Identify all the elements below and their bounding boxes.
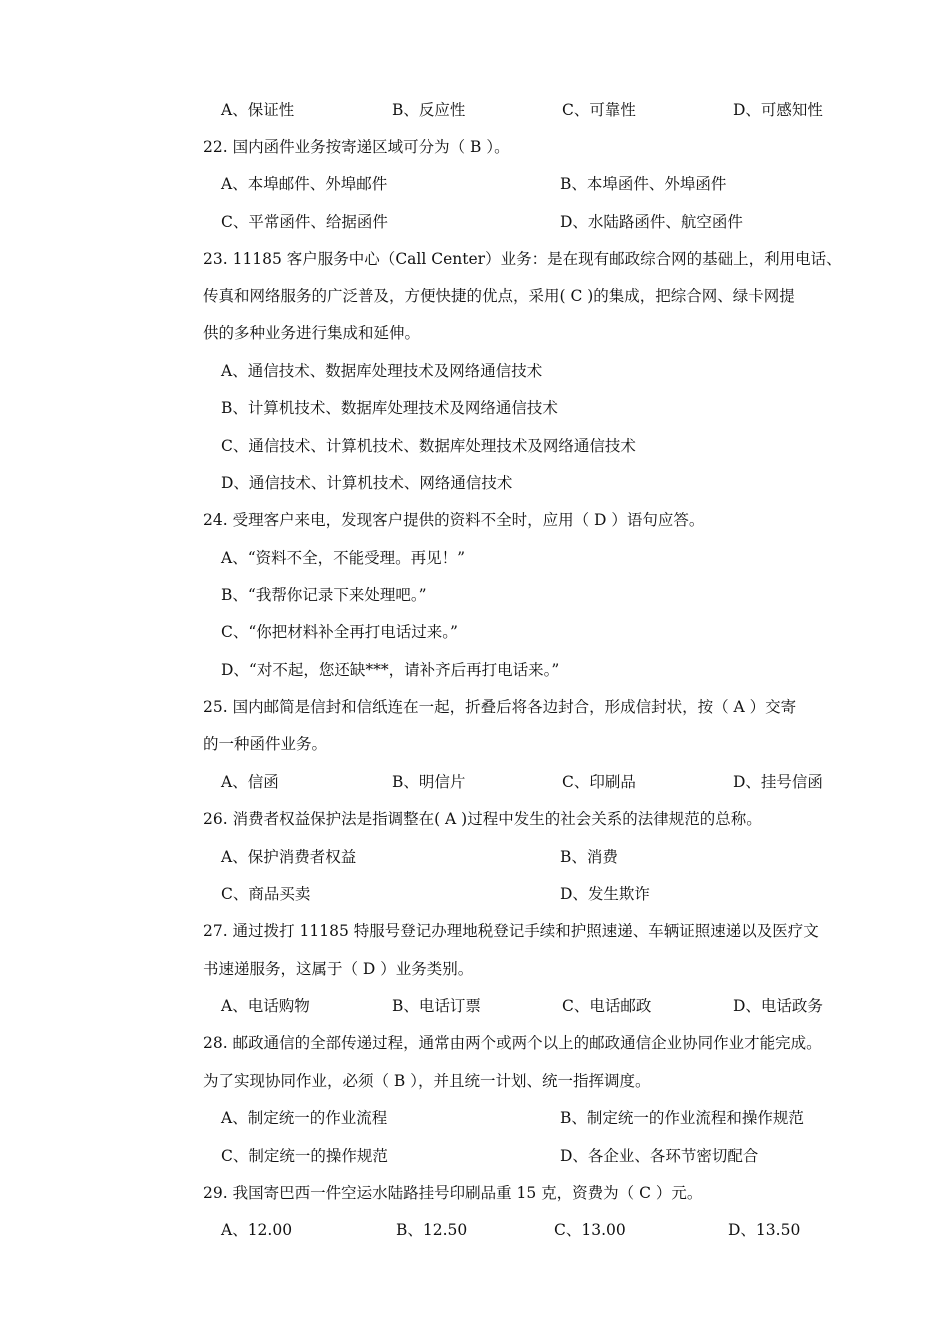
q27-option-b: B、电话订票 bbox=[392, 997, 481, 1015]
q24-stem: 24. 受理客户来电，发现客户提供的资料不全时，应用（ D ）语句应答。 bbox=[203, 511, 705, 529]
q23-option-c: C、通信技术、计算机技术、数据库处理技术及网络通信技术 bbox=[221, 437, 636, 455]
q24-option-a: A、“资料不全，不能受理。再见！” bbox=[221, 549, 466, 567]
q25-stem-line-2: 的一种函件业务。 bbox=[203, 735, 328, 753]
q23-stem-line-3: 供的多种业务进行集成和延伸。 bbox=[203, 324, 421, 342]
q29-stem: 29. 我国寄巴西一件空运水陆路挂号印刷品重 15 克，资费为（ C ）元。 bbox=[203, 1184, 703, 1202]
q27-stem-line-1: 27. 通过拨打 11185 特服号登记办理地税登记手续和护照速递、车辆证照速递以及医疗文 bbox=[203, 922, 819, 940]
q22-option-c: C、平常函件、给据函件 bbox=[221, 213, 388, 231]
q29-option-a: A、12.00 bbox=[221, 1221, 293, 1239]
q24-option-c: C、“你把材料补全再打电话过来。” bbox=[221, 623, 458, 641]
q26-option-a: A、保护消费者权益 bbox=[221, 848, 357, 866]
q25-option-a: A、信函 bbox=[221, 773, 279, 791]
q27-option-a: A、电话购物 bbox=[221, 997, 310, 1015]
q28-option-c: C、制定统一的操作规范 bbox=[221, 1147, 388, 1165]
q24-option-b: B、“我帮你记录下来处理吧。” bbox=[221, 586, 427, 604]
q22-option-a: A、本埠邮件、外埠邮件 bbox=[221, 175, 388, 193]
q21-option-b: B、反应性 bbox=[392, 101, 466, 119]
q23-option-a: A、通信技术、数据库处理技术及网络通信技术 bbox=[221, 362, 543, 380]
q27-option-c: C、电话邮政 bbox=[562, 997, 652, 1015]
q26-stem: 26. 消费者权益保护法是指调整在( A )过程中发生的社会关系的法律规范的总称。 bbox=[203, 810, 762, 828]
q21-option-d: D、可感知性 bbox=[733, 101, 823, 119]
q26-option-b: B、消费 bbox=[560, 848, 618, 866]
q29-option-b: B、12.50 bbox=[396, 1221, 468, 1239]
q22-option-b: B、本埠函件、外埠函件 bbox=[560, 175, 727, 193]
q28-stem-line-2: 为了实现协同作业，必须（ B ），并且统一计划、统一指挥调度。 bbox=[203, 1072, 651, 1090]
q29-option-c: C、13.00 bbox=[554, 1221, 626, 1239]
q23-option-b: B、计算机技术、数据库处理技术及网络通信技术 bbox=[221, 399, 558, 417]
q25-option-d: D、挂号信函 bbox=[733, 773, 823, 791]
q28-stem-line-1: 28. 邮政通信的全部传递过程，通常由两个或两个以上的邮政通信企业协同作业才能完成。 bbox=[203, 1034, 822, 1052]
q25-option-c: C、印刷品 bbox=[562, 773, 636, 791]
q28-option-a: A、制定统一的作业流程 bbox=[221, 1109, 388, 1127]
q25-option-b: B、明信片 bbox=[392, 773, 466, 791]
q29-option-d: D、13.50 bbox=[728, 1221, 801, 1239]
q25-stem-line-1: 25. 国内邮简是信封和信纸连在一起，折叠后将各边封合，形成信封状，按（ A ）交寄 bbox=[203, 698, 797, 716]
q28-option-d: D、各企业、各环节密切配合 bbox=[560, 1147, 759, 1165]
q22-stem: 22. 国内函件业务按寄递区域可分为（ B ）。 bbox=[203, 138, 510, 156]
q28-option-b: B、制定统一的作业流程和操作规范 bbox=[560, 1109, 804, 1127]
q21-option-a: A、保证性 bbox=[221, 101, 295, 119]
q23-option-d: D、通信技术、计算机技术、网络通信技术 bbox=[221, 474, 513, 492]
q26-option-d: D、发生欺诈 bbox=[560, 885, 650, 903]
q27-stem-line-2: 书速递服务，这属于（ D ）业务类别。 bbox=[203, 960, 474, 978]
q26-option-c: C、商品买卖 bbox=[221, 885, 311, 903]
q23-stem-line-2: 传真和网络服务的广泛普及，方便快捷的优点，采用( C )的集成，把综合网、绿卡网提 bbox=[203, 287, 795, 305]
q27-option-d: D、电话政务 bbox=[733, 997, 823, 1015]
q24-option-d: D、“对不起，您还缺***，请补齐后再打电话来。” bbox=[221, 661, 560, 679]
q22-option-d: D、水陆路函件、航空函件 bbox=[560, 213, 743, 231]
q23-stem-line-1: 23. 11185 客户服务中心（Call Center）业务：是在现有邮政综合网的基础上，利用电话、 bbox=[203, 250, 842, 268]
q21-option-c: C、可靠性 bbox=[562, 101, 636, 119]
